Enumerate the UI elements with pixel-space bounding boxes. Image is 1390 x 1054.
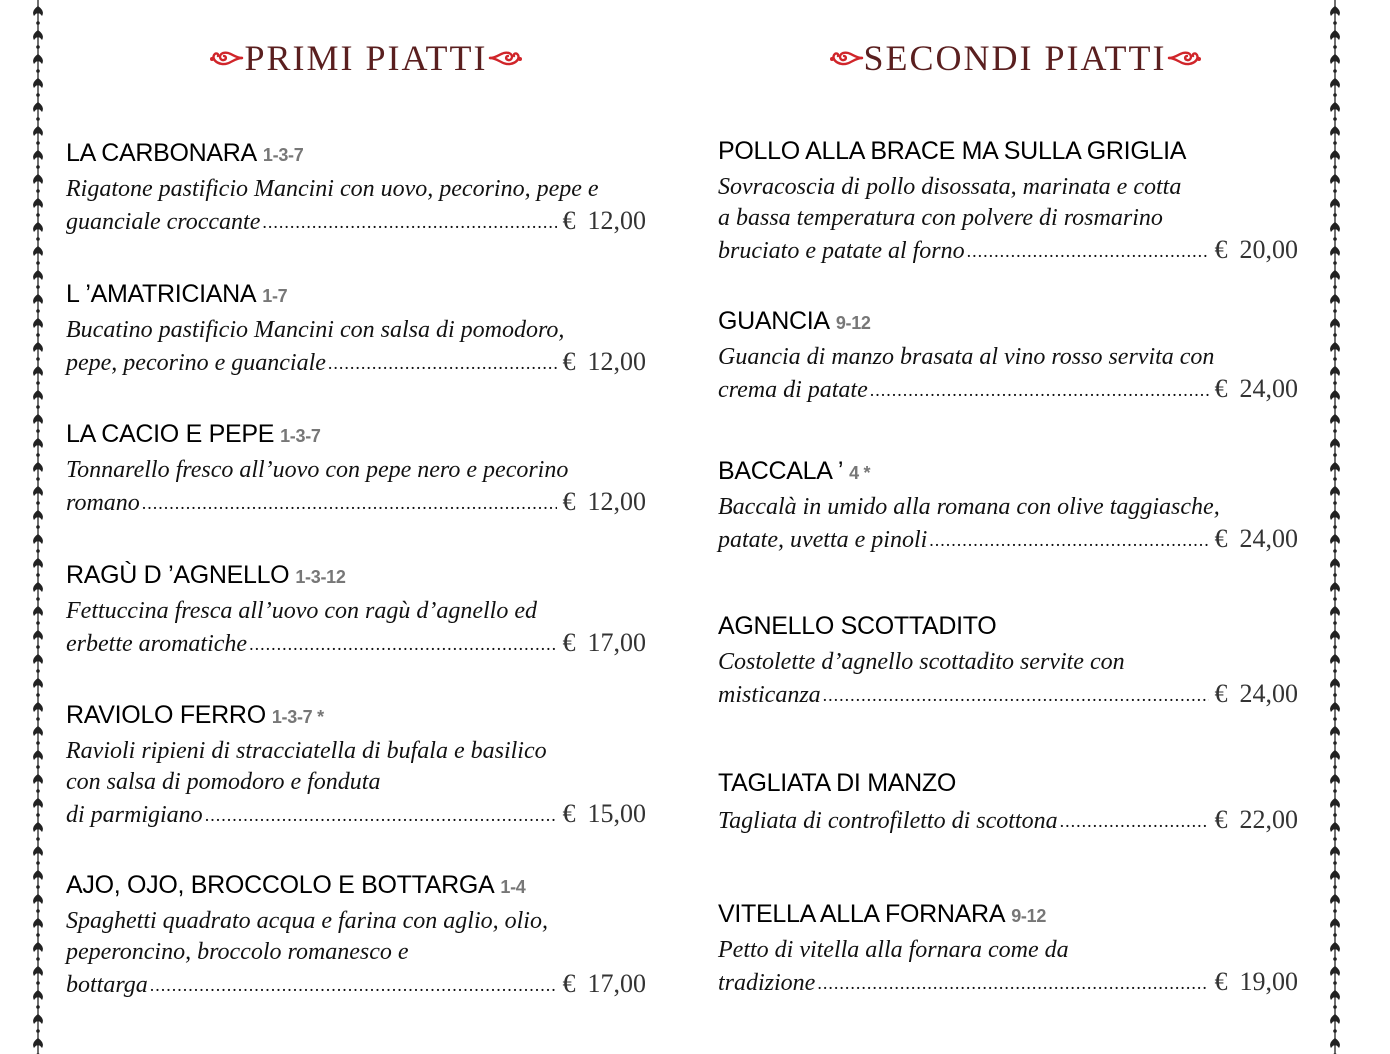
dish-price bbox=[559, 627, 647, 658]
description-line: Fettuccina fresca all’uovo con ragù d’agnello ed bbox=[66, 598, 537, 624]
dish-name bbox=[718, 456, 1298, 486]
menu-item bbox=[66, 560, 646, 661]
description-line: di parmigiano bbox=[66, 802, 203, 828]
dish-description bbox=[66, 736, 646, 832]
dish-name-text: LA CACIO E PEPE bbox=[66, 420, 275, 448]
price-line bbox=[66, 486, 646, 520]
price-value: 24,00 bbox=[1239, 524, 1298, 553]
description-line: con salsa di pomodoro e fonduta bbox=[66, 769, 381, 795]
dish-name bbox=[66, 138, 646, 168]
menu-item bbox=[66, 419, 646, 520]
dish-price bbox=[559, 205, 647, 236]
allergen-codes: 1-7 bbox=[262, 286, 288, 306]
dish-name bbox=[66, 870, 646, 900]
description-line: bottarga bbox=[66, 972, 148, 998]
price-value: 17,00 bbox=[587, 628, 646, 657]
currency-symbol: € bbox=[562, 206, 576, 235]
description-line: Tagliata di controfiletto di scottona bbox=[718, 808, 1058, 834]
price-value: 24,00 bbox=[1239, 679, 1298, 708]
description-line: romano bbox=[66, 490, 140, 516]
dish-name-text: RAGÙ D ’AGNELLO bbox=[66, 561, 290, 589]
currency-symbol: € bbox=[562, 969, 576, 998]
allergen-codes: 1-3-7 * bbox=[271, 707, 324, 727]
price-value: 12,00 bbox=[587, 206, 646, 235]
currency-symbol: € bbox=[562, 799, 576, 828]
description-line: Tonnarello fresco all’uovo con pepe nero e pecorino bbox=[66, 457, 569, 483]
allergen-codes: 1-3-7 bbox=[262, 145, 304, 165]
dish-description bbox=[66, 315, 646, 380]
currency-symbol: € bbox=[562, 347, 576, 376]
allergen-codes: 1-3-12 bbox=[295, 567, 346, 587]
dot-leader bbox=[967, 236, 1209, 267]
currency-symbol: € bbox=[1214, 524, 1228, 553]
allergen-codes: 1-4 bbox=[500, 877, 526, 897]
dish-description bbox=[718, 935, 1298, 1000]
dish-price bbox=[1211, 966, 1299, 997]
primi-title bbox=[206, 36, 526, 80]
menu-item bbox=[66, 870, 646, 1002]
allergen-codes: 1-3-7 bbox=[280, 426, 321, 446]
menu-item bbox=[66, 279, 646, 380]
price-value: 15,00 bbox=[587, 799, 646, 828]
allergen-codes: 9-12 bbox=[835, 313, 871, 333]
left-vine-border bbox=[28, 0, 48, 1054]
description-line: peperoncino, broccolo romanesco e bbox=[66, 939, 409, 965]
dish-name bbox=[66, 279, 646, 309]
menu-item bbox=[718, 768, 1298, 838]
allergen-codes: 9-12 bbox=[1011, 906, 1047, 926]
menu-item bbox=[718, 136, 1298, 268]
currency-symbol: € bbox=[1214, 374, 1228, 403]
menu-item bbox=[66, 138, 646, 239]
description-line: Sovracoscia di pollo disossata, marinata e cotta bbox=[718, 174, 1182, 200]
dot-leader bbox=[328, 348, 557, 379]
price-value: 12,00 bbox=[587, 487, 646, 516]
price-line bbox=[66, 798, 646, 832]
dish-name-text: BACCALA ’ bbox=[718, 457, 844, 485]
price-value: 19,00 bbox=[1239, 967, 1298, 996]
dish-name bbox=[718, 768, 1298, 798]
right-flourish-icon bbox=[488, 47, 524, 69]
dish-price bbox=[1211, 373, 1299, 404]
dish-description bbox=[66, 455, 646, 520]
price-line bbox=[66, 627, 646, 661]
dish-description bbox=[66, 596, 646, 661]
description-line: pepe, pecorino e guanciale bbox=[66, 350, 326, 376]
dish-name bbox=[66, 560, 646, 590]
price-line bbox=[66, 968, 646, 1002]
menu-item bbox=[718, 306, 1298, 407]
right-flourish-icon bbox=[1167, 47, 1203, 69]
currency-symbol: € bbox=[1214, 235, 1228, 264]
dish-description bbox=[718, 172, 1298, 268]
description-line: a bassa temperatura con polvere di rosmarino bbox=[718, 205, 1163, 231]
secondi-title-text: SECONDI PIATTI bbox=[863, 38, 1167, 78]
dish-name-text: L ’AMATRICIANA bbox=[66, 280, 257, 308]
dot-leader bbox=[249, 629, 556, 660]
dish-name bbox=[66, 700, 646, 730]
price-value: 12,00 bbox=[587, 347, 646, 376]
currency-symbol: € bbox=[1214, 679, 1228, 708]
dish-name-text: VITELLA ALLA FORNARA bbox=[718, 900, 1006, 928]
dish-price bbox=[1211, 678, 1299, 709]
description-line: guanciale croccante bbox=[66, 209, 261, 235]
dish-description bbox=[718, 804, 1298, 838]
dish-name bbox=[718, 611, 1298, 641]
dish-price bbox=[559, 486, 647, 517]
dish-price bbox=[1211, 234, 1299, 265]
dish-price bbox=[559, 798, 647, 829]
price-line bbox=[718, 523, 1298, 557]
dish-description bbox=[718, 492, 1298, 557]
price-value: 17,00 bbox=[587, 969, 646, 998]
description-line: Spaghetti quadrato acqua e farina con aglio, olio, bbox=[66, 908, 548, 934]
price-line bbox=[66, 346, 646, 380]
description-line: Ravioli ripieni di stracciatella di bufala e basilico bbox=[66, 738, 547, 764]
primi-title-text: PRIMI PIATTI bbox=[244, 38, 488, 78]
description-line: Baccalà in umido alla romana con olive taggiasche, bbox=[718, 494, 1220, 520]
description-line: bruciato e patate al forno bbox=[718, 238, 965, 264]
menu-item bbox=[718, 899, 1298, 1000]
price-line bbox=[718, 966, 1298, 1000]
dish-price bbox=[1211, 523, 1299, 554]
dot-leader bbox=[870, 375, 1209, 406]
dot-leader bbox=[929, 525, 1208, 556]
dish-description bbox=[718, 342, 1298, 407]
left-flourish-icon bbox=[208, 47, 244, 69]
dish-name-text: RAVIOLO FERRO bbox=[66, 701, 266, 729]
dish-name-text: AJO, OJO, BROCCOLO E BOTTARGA bbox=[66, 871, 495, 899]
currency-symbol: € bbox=[562, 628, 576, 657]
dot-leader bbox=[150, 970, 557, 1001]
dish-name bbox=[718, 136, 1298, 166]
price-value: 22,00 bbox=[1239, 805, 1298, 834]
menu-item bbox=[718, 456, 1298, 557]
dish-description bbox=[66, 174, 646, 239]
dot-leader bbox=[823, 680, 1209, 711]
description-line: patate, uvetta e pinoli bbox=[718, 527, 928, 553]
right-vine-border bbox=[1325, 0, 1345, 1054]
description-line: misticanza bbox=[718, 682, 821, 708]
currency-symbol: € bbox=[1214, 967, 1228, 996]
dish-price bbox=[559, 968, 647, 999]
dish-price bbox=[1211, 804, 1299, 835]
description-line: Costolette d’agnello scottadito servite con bbox=[718, 649, 1125, 675]
currency-symbol: € bbox=[562, 487, 576, 516]
price-line bbox=[718, 804, 1298, 838]
price-line bbox=[718, 234, 1298, 268]
dish-name-text: POLLO ALLA BRACE MA SULLA GRIGLIA bbox=[718, 137, 1187, 165]
dish-name bbox=[66, 419, 646, 449]
secondi-title bbox=[830, 36, 1200, 80]
price-line bbox=[718, 678, 1298, 712]
dot-leader bbox=[262, 207, 556, 238]
description-line: tradizione bbox=[718, 970, 816, 996]
price-line bbox=[66, 205, 646, 239]
price-value: 20,00 bbox=[1239, 235, 1298, 264]
menu-item bbox=[66, 700, 646, 832]
dish-name bbox=[718, 899, 1298, 929]
description-line: crema di patate bbox=[718, 377, 868, 403]
dot-leader bbox=[1060, 806, 1209, 837]
description-line: Guancia di manzo brasata al vino rosso servita con bbox=[718, 344, 1215, 370]
description-line: Rigatone pastificio Mancini con uovo, pecorino, pepe e bbox=[66, 176, 599, 202]
dish-description bbox=[718, 647, 1298, 712]
description-line: Petto di vitella alla fornara come da bbox=[718, 937, 1069, 963]
dish-name-text: LA CARBONARA bbox=[66, 139, 257, 167]
description-line: erbette aromatiche bbox=[66, 631, 248, 657]
dot-leader bbox=[205, 800, 557, 831]
left-flourish-icon bbox=[828, 47, 864, 69]
price-line bbox=[718, 373, 1298, 407]
dish-price bbox=[559, 346, 647, 377]
dish-name bbox=[718, 306, 1298, 336]
dish-name-text: TAGLIATA DI MANZO bbox=[718, 769, 956, 797]
price-value: 24,00 bbox=[1239, 374, 1298, 403]
dot-leader bbox=[817, 968, 1208, 999]
dish-description bbox=[66, 906, 646, 1002]
dot-leader bbox=[142, 488, 557, 519]
allergen-codes: 4 * bbox=[849, 463, 871, 483]
currency-symbol: € bbox=[1214, 805, 1228, 834]
menu-item bbox=[718, 611, 1298, 712]
dish-name-text: AGNELLO SCOTTADITO bbox=[718, 612, 997, 640]
description-line: Bucatino pastificio Mancini con salsa di pomodoro, bbox=[66, 317, 565, 343]
dish-name-text: GUANCIA bbox=[718, 307, 830, 335]
